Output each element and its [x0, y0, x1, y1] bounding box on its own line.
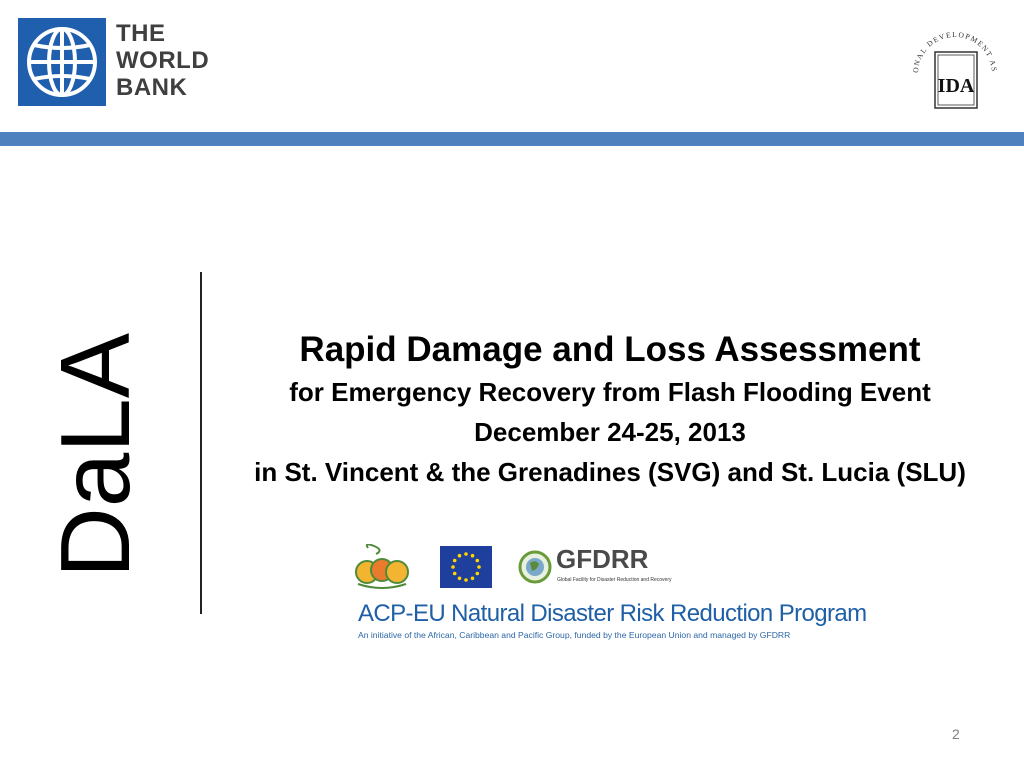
- program-subtitle: An initiative of the African, Caribbean and Pacific Group, funded by the European Union and managed by GFDRR: [358, 630, 791, 640]
- subtitle-date: December 24-25, 2013: [474, 417, 746, 447]
- program-title: ACP-EU Natural Disaster Risk Reduction Program: [358, 600, 867, 627]
- ida-seal-logo: [902, 12, 1008, 118]
- gfdrr-globe-icon: [517, 546, 553, 588]
- page-number: 2: [952, 726, 960, 742]
- gfdrr-name: GFDRR: [556, 544, 649, 574]
- acp-logo: [354, 544, 410, 592]
- world-bank-line-2: WORLD: [116, 47, 210, 74]
- ida-monogram: IDA: [937, 75, 975, 97]
- subtitle-location: in St. Vincent & the Grenadines (SVG) and St. Lucia (SLU): [254, 457, 966, 487]
- subtitle-line-1: for Emergency Recovery from Flash Flooding Event: [289, 377, 931, 407]
- eu-flag-icon: [440, 546, 492, 588]
- gfdrr-tagline: Global Facility for Disaster Reduction and Recovery: [557, 577, 672, 583]
- world-bank-line-1: THE: [116, 20, 166, 47]
- ida-arc-text: ONAL DEVELOPMENT AS: [910, 29, 1000, 74]
- world-bank-line-3: BANK: [116, 74, 188, 101]
- dala-side-label: DaLA: [40, 332, 150, 578]
- title-block: [204, 328, 1016, 492]
- header-accent-bar: [0, 132, 1024, 146]
- main-title: Rapid Damage and Loss Assessment: [299, 330, 921, 369]
- vertical-divider: [200, 272, 202, 614]
